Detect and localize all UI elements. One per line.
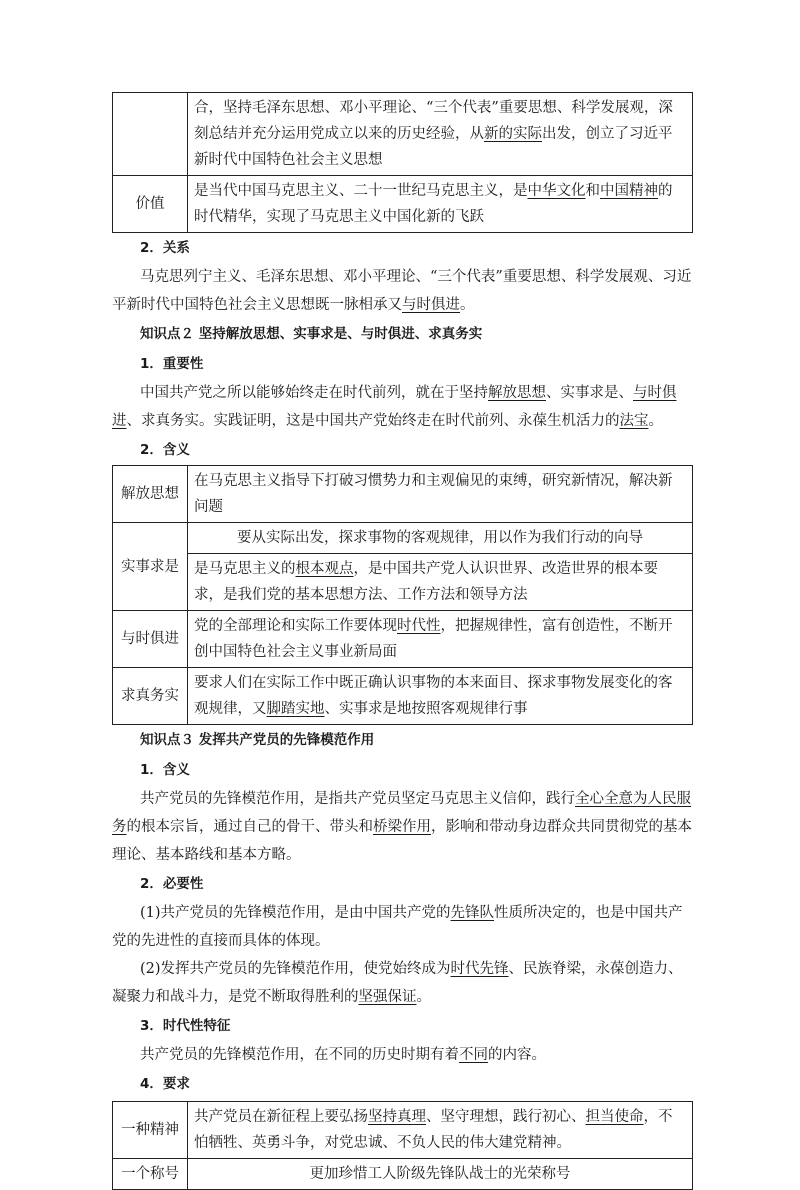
table-cell: 是当代中国马克思主义、二十一世纪马克思主义，是中华文化和中国精神的时代精华，实现了马克思主义中国化新的飞跃 [188, 176, 693, 233]
table-row-label: 求真务实 [113, 668, 188, 725]
table-cell-empty [113, 93, 188, 176]
table-cell: 合，坚持毛泽东思想、邓小平理论、“三个代表”重要思想、科学发展观，深刻总结并充分运用党成立以来的历史经验，从新的实际出发，创立了习近平新时代中国特色社会主义思想 [188, 93, 693, 176]
table-row-label: 与时俱进 [113, 611, 188, 668]
section-heading: 2．关系 [140, 240, 190, 256]
table-cell: 要求人们在实际工作中既正确认识事物的本来面目、探求事物发展变化的客观规律，又脚踏实地、实事求是地按照客观规律行事 [188, 668, 693, 725]
table-row [113, 466, 693, 523]
paragraph: (2)发挥共产党员的先锋模范作用，使党始终成为时代先锋、民族脊梁，永葆创造力、凝聚力和战斗力，是党不断取得胜利的坚强保证。 [112, 961, 683, 1005]
table-cell: 共产党员在新征程上要弘扬坚持真理、坚守理想，践行初心、担当使命，不怕牺牲、英勇斗争，对党忠诚、不负人民的伟大建党精神。 [188, 1102, 693, 1159]
section-heading: 2．含义 [140, 442, 190, 458]
paragraph: 共产党员的先锋模范作用，在不同的历史时期有着不同的内容。 [140, 1047, 546, 1063]
knowledge-point-title: 知识点３ 发挥共产党员的先锋模范作用 [140, 732, 375, 748]
table-row-label: 一个称号 [113, 1159, 188, 1190]
table-meaning [112, 465, 693, 725]
table-row [113, 611, 693, 668]
table-row [113, 554, 693, 611]
table-row-label: 价值 [113, 176, 188, 233]
table-cell: 是马克思主义的根本观点，是中国共产党人认识世界、改造世界的根本要求，是我们党的基本思想方法、工作方法和领导方法 [188, 554, 693, 611]
table-cell: 更加珍惜工人阶级先锋队战士的光荣称号 [188, 1159, 693, 1190]
section-heading: 4．要求 [140, 1076, 190, 1092]
table-row [113, 93, 693, 176]
paragraph: 马克思列宁主义、毛泽东思想、邓小平理论、“三个代表”重要思想、科学发展观、习近平新时代中国特色社会主义思想既一脉相承又与时俱进。 [112, 269, 692, 313]
paragraph: 中国共产党之所以能够始终走在时代前列，就在于坚持解放思想、实事求是、与时俱进、求真务实。实践证明，这是中国共产党始终走在时代前列、永葆生机活力的法宝。 [112, 385, 677, 429]
paragraph: (1)共产党员的先锋模范作用，是由中国共产党的先锋队性质所决定的，也是中国共产党的先进性的直接而具体的体现。 [112, 905, 683, 949]
table-cell: 党的全部理论和实际工作要体现时代性，把握规律性，富有创造性，不断开创中国特色社会主义事业新局面 [188, 611, 693, 668]
section-heading: 2．必要性 [140, 876, 204, 892]
section-heading: 1．重要性 [140, 356, 204, 372]
table-row-label: 一种精神 [113, 1102, 188, 1159]
knowledge-point-title: 知识点２ 坚持解放思想、实事求是、与时俱进、求真务实 [140, 326, 483, 342]
table-cell: 在马克思主义指导下打破习惯势力和主观偏见的束缚，研究新情况，解决新问题 [188, 466, 693, 523]
paragraph: 共产党员的先锋模范作用，是指共产党员坚定马克思主义信仰，践行全心全意为人民服务的根本宗旨，通过自己的骨干、带头和桥梁作用，影响和带动身边群众共同贯彻党的基本理论、基本路线和基本方略。 [112, 791, 692, 863]
section-heading: 3．时代性特征 [140, 1018, 231, 1034]
section-heading: 1．含义 [140, 762, 190, 778]
table-requirements [112, 1101, 693, 1190]
document-page [112, 92, 692, 1190]
table-row [113, 668, 693, 725]
table-cell: 要从实际出发，探求事物的客观规律，用以作为我们行动的向导 [188, 523, 693, 554]
table-row-label: 实事求是 [113, 523, 188, 611]
table-row [113, 1159, 693, 1190]
table-thought-value [112, 92, 693, 233]
table-row-label: 解放思想 [113, 466, 188, 523]
table-row [113, 1102, 693, 1159]
table-row [113, 176, 693, 233]
table-row [113, 523, 693, 554]
